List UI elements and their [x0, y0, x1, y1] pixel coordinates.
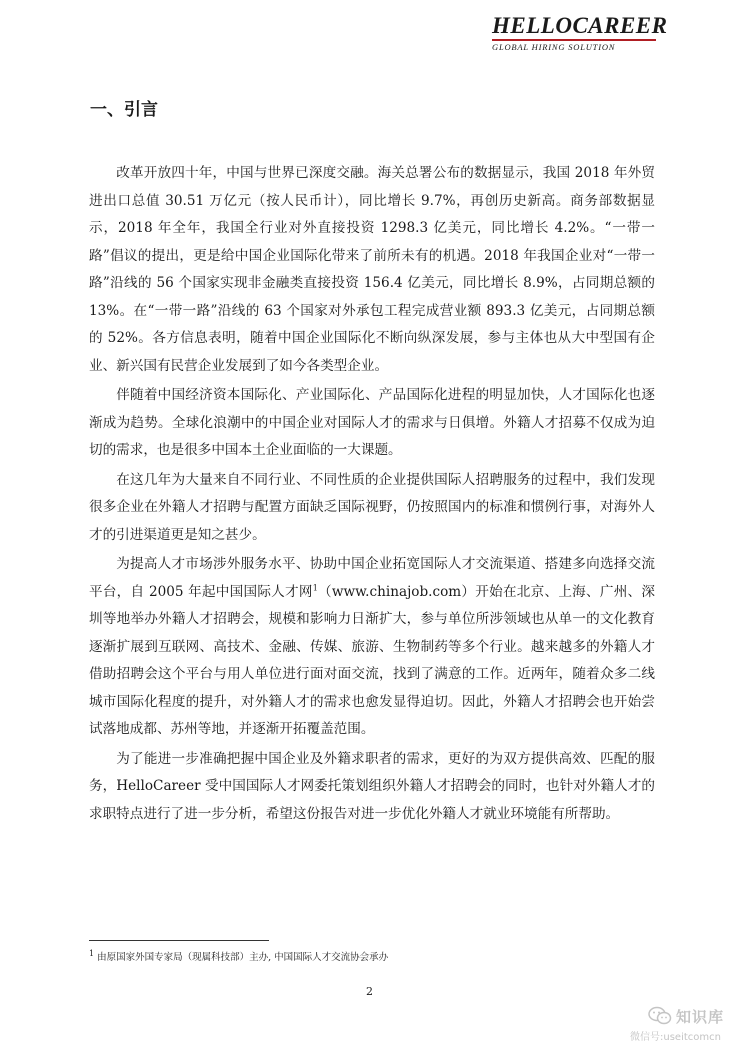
page-number: 2 — [366, 985, 373, 998]
footnote — [89, 949, 388, 963]
paragraph-4 — [89, 551, 655, 744]
paragraph-4-part-2: （www.chinajob.com）开始在北京、上海、广州、深圳等地举办外籍人才招聘会，规模和影响力日渐扩大，参与单位所涉领域也从单一的文化教育逐渐扩展到互联网、高技术、金融、传媒、旅游、生物制药等多个行业。越来越多的外籍人才借助招聘会这个平台与用人单位进行面对面交流，找到了满意的工作。近两年，随着众多二线城市国际化程度的提升，对外籍人才的需求也愈发显得迫切。因此，外籍人才招聘会也开始尝试落地成都、苏州等地，并逐渐开拓覆盖范围。 — [89, 583, 655, 737]
footnote-divider — [89, 940, 269, 941]
paragraph-5: 为了能进一步准确把握中国企业及外籍求职者的需求，更好的为双方提供高效、匹配的服务，HelloCareer 受中国国际人才网委托策划组织外籍人才招聘会的同时，也针对外籍人才的求职特点进行了进一步分析，希望这份报告对进一步优化外籍人才就业环境能有所帮助。 — [89, 750, 655, 822]
footnote-mark: 1 — [89, 948, 95, 958]
hellocareer-logo — [492, 13, 668, 52]
logo-wordmark: HELLOCAREER — [492, 13, 668, 38]
footnote-reference: 1 — [312, 582, 318, 592]
paragraph-4-part-1: 为提高人才市场涉外服务水平、协助中国企业拓宽国际人才交流渠道、搭建多向选择交流平台，自 2005 年起中国国际人才网 — [89, 556, 655, 600]
footnote-text: 由原国家外国专家局（现属科技部）主办, 中国国际人才交流协会承办 — [97, 952, 389, 963]
watermark-url: 微信号:useitcomcn — [630, 1032, 721, 1043]
paragraph-2: 伴随着中国经济资本国际化、产业国际化、产品国际化进程的明显加快，人才国际化也逐渐成为趋势。全球化浪潮中的中国企业对国际人才的需求与日俱增。外籍人才招募不仅成为迫切的需求，也是很多中国本土企业面临的一大课题。 — [89, 387, 655, 458]
section-heading: 一、引言 — [90, 100, 158, 120]
watermark — [620, 1004, 740, 1050]
logo-underline — [492, 39, 656, 41]
paragraph-1: 改革开放四十年，中国与世界已深度交融。海关总署公布的数据显示，我国 2018 年外贸进出口总值 30.51 万亿元（按人民币计），同比增长 9.7%，再创历史新高。商务部数据显示，2018 年全年，我国全行业对外直接投资 1298.3 亿美元，同比增长 4.2%。“一带一路”倡议的提出，更是给中国企业国际化带来了前所未有的机遇。2018 年我国企业对“一带一路”沿线的 56 个国家实现非金融类直接投资 156.4 亿美元，同比增长 8.9%，占同期总额的 13%。在“一带一路”沿线的 63 个国家对外承包工程完成营业额 893.3 亿美元，占同期总额的 52%。各方信息表明，随着中国企业国际化不断向纵深发展，参与主体也从大中型国有企业、新兴国有民营企业发展到了如今各类型企业。 — [89, 165, 655, 374]
body-text — [89, 160, 655, 836]
wechat-icon — [648, 1006, 672, 1030]
watermark-name: 知识库 — [676, 1008, 725, 1026]
paragraph-3: 在这几年为大量来自不同行业、不同性质的企业提供国际人招聘服务的过程中，我们发现很多企业在外籍人才招聘与配置方面缺乏国际视野，仍按照国内的标准和惯例行事，对海外人才的引进渠道更是知之甚少。 — [89, 471, 655, 543]
logo-tagline: GLOBAL HIRING SOLUTION — [492, 42, 616, 52]
